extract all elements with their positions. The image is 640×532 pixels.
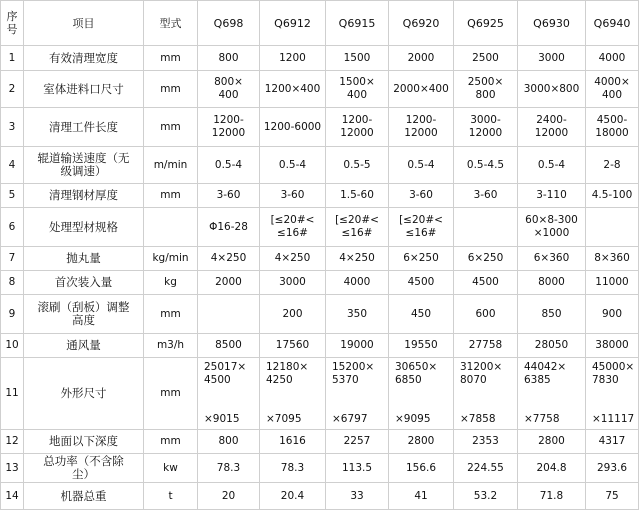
row-value: 1.5-60 xyxy=(326,184,389,208)
row-value: 2000 xyxy=(198,271,260,295)
table-row xyxy=(1,271,639,295)
row-value: 20.4 xyxy=(260,483,326,510)
header-model: Q6940 xyxy=(586,1,639,46)
row-value: 20 xyxy=(198,483,260,510)
row-item: 处理型材规格 xyxy=(24,208,144,247)
table-row xyxy=(1,46,639,71)
row-unit: mm xyxy=(144,46,198,71)
row-value: 15200× 5370 ×6797 xyxy=(326,358,389,430)
row-value: 38000 xyxy=(586,334,639,358)
row-value: 4×250 xyxy=(260,247,326,271)
row-value: 4500- 18000 xyxy=(586,108,639,147)
row-item: 滚刷（刮板）调整 高度 xyxy=(24,295,144,334)
row-value: 60×8-300 ×1000 xyxy=(518,208,586,247)
row-value: 204.8 xyxy=(518,454,586,483)
row-value: 45000× 7830 ×11117 xyxy=(586,358,639,430)
row-unit: kg/min xyxy=(144,247,198,271)
row-unit: m3/h xyxy=(144,334,198,358)
row-value: 0.5-4 xyxy=(260,147,326,184)
row-number: 9 xyxy=(1,295,24,334)
header-item: 项目 xyxy=(24,1,144,46)
row-item: 首次装入量 xyxy=(24,271,144,295)
row-value: 44042× 6385 ×7758 xyxy=(518,358,586,430)
row-unit: kw xyxy=(144,454,198,483)
header-model: Q6920 xyxy=(389,1,454,46)
row-value: 75 xyxy=(586,483,639,510)
row-item: 室体进料口尺寸 xyxy=(24,71,144,108)
row-value: 78.3 xyxy=(260,454,326,483)
row-value: 6×360 xyxy=(518,247,586,271)
row-item: 有效清理宽度 xyxy=(24,46,144,71)
row-value: [≤20#< ≤16# xyxy=(326,208,389,247)
row-value: 19000 xyxy=(326,334,389,358)
row-value: 156.6 xyxy=(389,454,454,483)
table-row xyxy=(1,247,639,271)
row-value: 0.5-4.5 xyxy=(454,147,518,184)
row-value: 11000 xyxy=(586,271,639,295)
row-unit: mm xyxy=(144,184,198,208)
row-value: 3-60 xyxy=(198,184,260,208)
row-number: 10 xyxy=(1,334,24,358)
row-value: 1200- 12000 xyxy=(198,108,260,147)
row-value: 8500 xyxy=(198,334,260,358)
row-value: 6×250 xyxy=(389,247,454,271)
row-value xyxy=(454,208,518,247)
row-item: 辊道输送速度（无 级调速） xyxy=(24,147,144,184)
row-value: 2800 xyxy=(518,430,586,454)
row-value: 4.5-100 xyxy=(586,184,639,208)
header-model: Q6915 xyxy=(326,1,389,46)
row-value: 19550 xyxy=(389,334,454,358)
row-value: 3-110 xyxy=(518,184,586,208)
table-row xyxy=(1,184,639,208)
row-unit: mm xyxy=(144,108,198,147)
row-value: 4×250 xyxy=(326,247,389,271)
row-item: 清理钢材厚度 xyxy=(24,184,144,208)
row-unit: m/min xyxy=(144,147,198,184)
row-value: 0.5-4 xyxy=(518,147,586,184)
header-type: 型式 xyxy=(144,1,198,46)
row-value: 8×360 xyxy=(586,247,639,271)
row-number: 4 xyxy=(1,147,24,184)
row-number: 14 xyxy=(1,483,24,510)
row-value: 4317 xyxy=(586,430,639,454)
row-value: 0.5-4 xyxy=(389,147,454,184)
row-value: 0.5-5 xyxy=(326,147,389,184)
row-value: 31200× 8070 ×7858 xyxy=(454,358,518,430)
row-value: 4500 xyxy=(454,271,518,295)
row-value: 800 xyxy=(198,46,260,71)
table-row xyxy=(1,71,639,108)
row-item: 总功率（不含除 尘） xyxy=(24,454,144,483)
row-value: 2500× 800 xyxy=(454,71,518,108)
header-no: 序 号 xyxy=(1,1,24,46)
row-unit xyxy=(144,208,198,247)
row-unit: mm xyxy=(144,430,198,454)
row-value: 25017× 4500 ×9015 xyxy=(198,358,260,430)
row-number: 12 xyxy=(1,430,24,454)
row-value: 2400-12000 xyxy=(518,108,586,147)
row-number: 13 xyxy=(1,454,24,483)
row-number: 7 xyxy=(1,247,24,271)
row-value: 1616 xyxy=(260,430,326,454)
row-value: 200 xyxy=(260,295,326,334)
row-value: 0.5-4 xyxy=(198,147,260,184)
table-row xyxy=(1,147,639,184)
row-value: 450 xyxy=(389,295,454,334)
row-value: 2800 xyxy=(389,430,454,454)
row-value: 30650× 6850 ×9095 xyxy=(389,358,454,430)
row-value: 2500 xyxy=(454,46,518,71)
table-row xyxy=(1,208,639,247)
header-model: Q6912 xyxy=(260,1,326,46)
row-item: 机器总重 xyxy=(24,483,144,510)
row-item: 通风量 xyxy=(24,334,144,358)
row-number: 2 xyxy=(1,71,24,108)
row-number: 3 xyxy=(1,108,24,147)
row-value: 3-60 xyxy=(260,184,326,208)
table-row xyxy=(1,483,639,510)
row-unit: mm xyxy=(144,71,198,108)
row-item: 地面以下深度 xyxy=(24,430,144,454)
row-value: 2257 xyxy=(326,430,389,454)
row-value: 53.2 xyxy=(454,483,518,510)
row-value: 3000×800 xyxy=(518,71,586,108)
row-value: 224.55 xyxy=(454,454,518,483)
row-value xyxy=(198,295,260,334)
row-value: 900 xyxy=(586,295,639,334)
row-number: 11 xyxy=(1,358,24,430)
row-value: 3-60 xyxy=(389,184,454,208)
table-row xyxy=(1,430,639,454)
row-value: 1200×400 xyxy=(260,71,326,108)
row-value: 12180× 4250 ×7095 xyxy=(260,358,326,430)
row-value: 1500× 400 xyxy=(326,71,389,108)
row-value xyxy=(586,208,639,247)
row-value: 850 xyxy=(518,295,586,334)
row-number: 6 xyxy=(1,208,24,247)
row-value: 3000- 12000 xyxy=(454,108,518,147)
row-value: 1200 xyxy=(260,46,326,71)
row-unit: kg xyxy=(144,271,198,295)
row-item: 外形尺寸 xyxy=(24,358,144,430)
row-value: 1200- 12000 xyxy=(389,108,454,147)
row-value: 4×250 xyxy=(198,247,260,271)
row-value: 78.3 xyxy=(198,454,260,483)
row-number: 1 xyxy=(1,46,24,71)
row-value: 27758 xyxy=(454,334,518,358)
row-value: 2-8 xyxy=(586,147,639,184)
table-body xyxy=(1,1,639,510)
row-value: 350 xyxy=(326,295,389,334)
row-value: 113.5 xyxy=(326,454,389,483)
row-value: 2353 xyxy=(454,430,518,454)
row-value: 800 xyxy=(198,430,260,454)
row-value: 6×250 xyxy=(454,247,518,271)
row-value: 1200- 12000 xyxy=(326,108,389,147)
row-value: 800× 400 xyxy=(198,71,260,108)
row-value: 2000 xyxy=(389,46,454,71)
row-value: Φ16-28 xyxy=(198,208,260,247)
row-item: 清理工件长度 xyxy=(24,108,144,147)
row-item: 抛丸量 xyxy=(24,247,144,271)
row-value: [≤20#< ≤16# xyxy=(389,208,454,247)
table-row xyxy=(1,108,639,147)
row-value: 33 xyxy=(326,483,389,510)
header-row xyxy=(1,1,639,46)
row-value: 8000 xyxy=(518,271,586,295)
table-row xyxy=(1,454,639,483)
row-value: 600 xyxy=(454,295,518,334)
row-value: 4500 xyxy=(389,271,454,295)
row-value: 1500 xyxy=(326,46,389,71)
row-value: 4000 xyxy=(586,46,639,71)
row-value: 4000 xyxy=(326,271,389,295)
row-value: [≤20#< ≤16# xyxy=(260,208,326,247)
header-model: Q6930 xyxy=(518,1,586,46)
header-model: Q698 xyxy=(198,1,260,46)
row-unit: mm xyxy=(144,358,198,430)
row-value: 71.8 xyxy=(518,483,586,510)
row-unit: t xyxy=(144,483,198,510)
row-value: 4000× 400 xyxy=(586,71,639,108)
row-value: 293.6 xyxy=(586,454,639,483)
table-row xyxy=(1,295,639,334)
header-model: Q6925 xyxy=(454,1,518,46)
row-number: 5 xyxy=(1,184,24,208)
row-value: 3000 xyxy=(260,271,326,295)
row-value: 28050 xyxy=(518,334,586,358)
table-row xyxy=(1,358,639,430)
row-unit: mm xyxy=(144,295,198,334)
row-value: 3000 xyxy=(518,46,586,71)
row-value: 17560 xyxy=(260,334,326,358)
row-number: 8 xyxy=(1,271,24,295)
row-value: 41 xyxy=(389,483,454,510)
table-row xyxy=(1,334,639,358)
row-value: 1200-6000 xyxy=(260,108,326,147)
row-value: 2000×400 xyxy=(389,71,454,108)
row-value: 3-60 xyxy=(454,184,518,208)
